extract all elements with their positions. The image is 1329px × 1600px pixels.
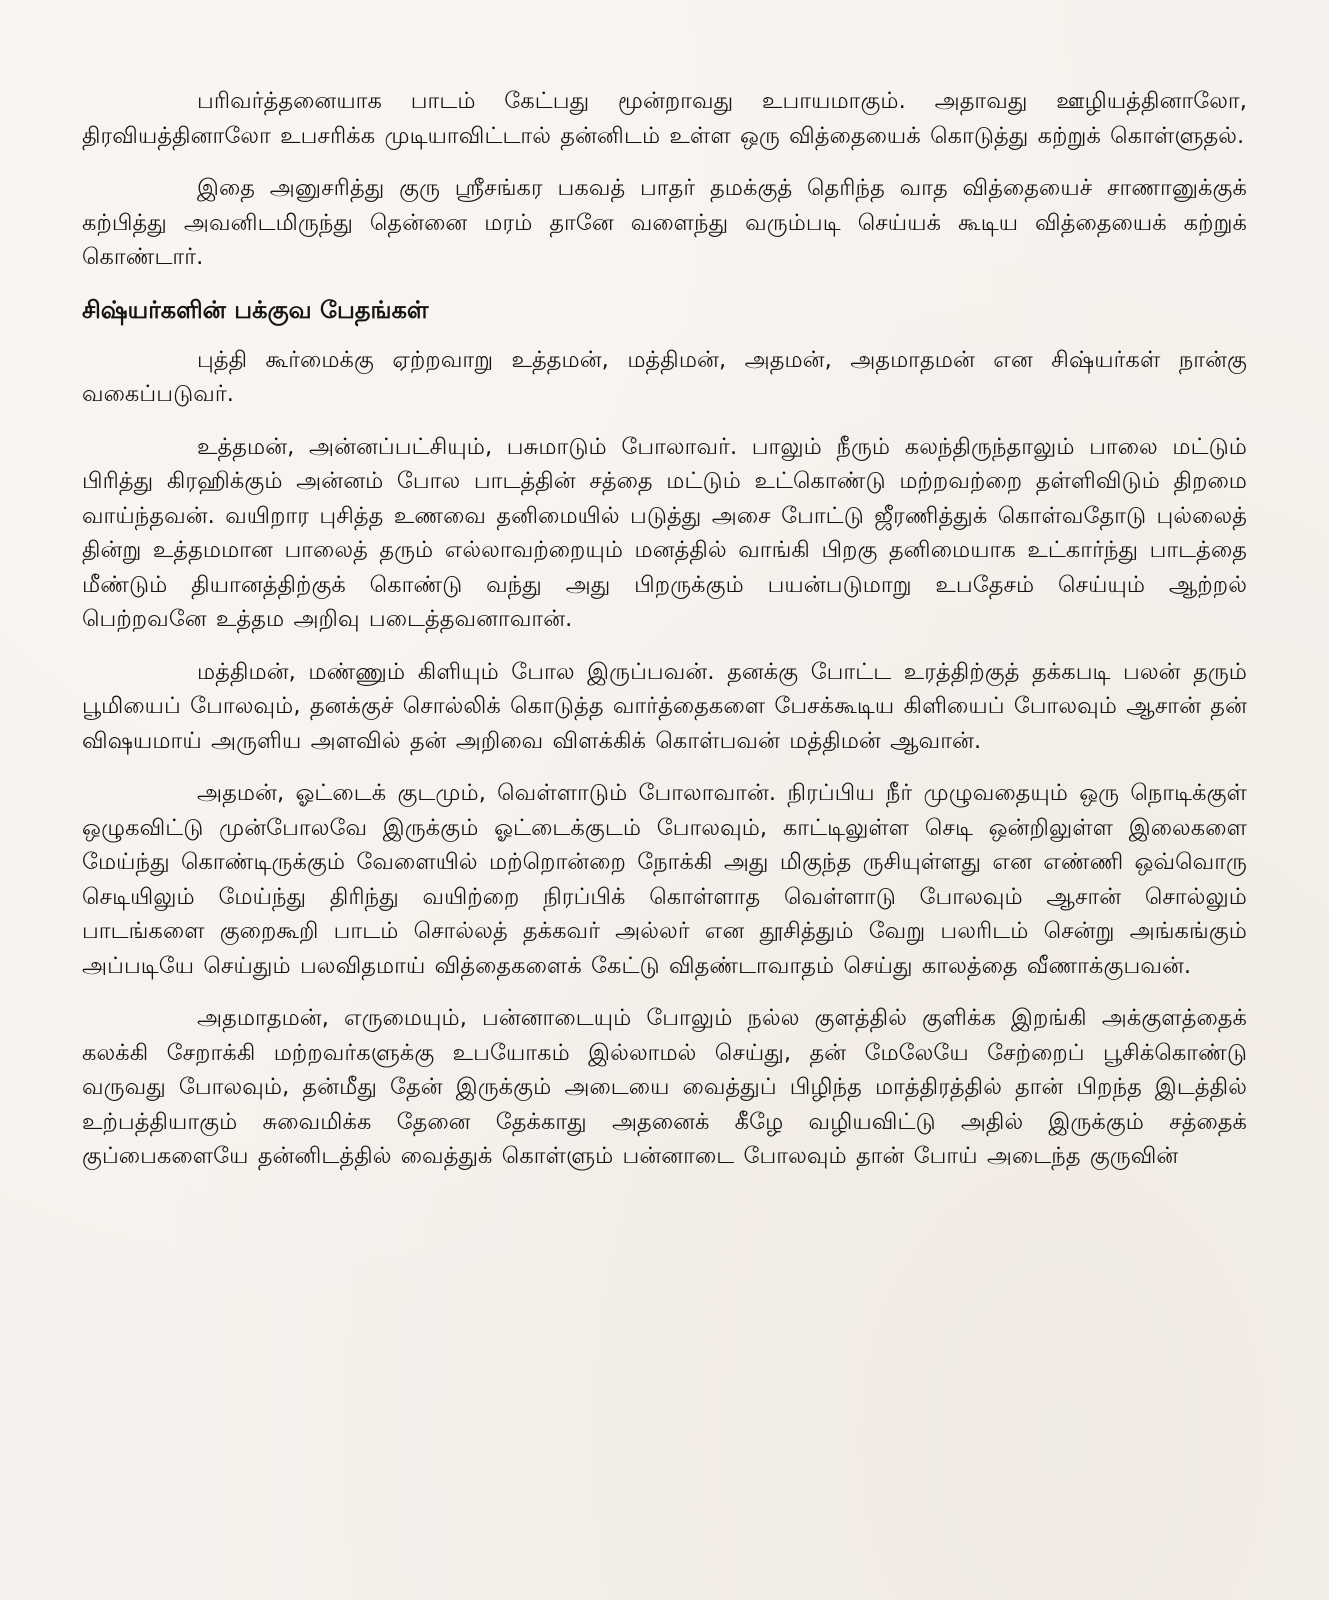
paragraph-athamathaman: அதமாதமன், எருமையும், பன்னாடையும் போலும் நல்ல குளத்தில் குளிக்க இறங்கி அக்குளத்தைக் கலக்கி சேறாக்கி மற்றவர்களுக்கு உபயோகம் இல்லாமல் செய்து, தன் மேலேயே சேற்றைப் பூசிக்கொண்டு வருவது போலவும், தன்மீது தேன் இருக்கும் அடையை வைத்துப் பிழிந்த மாத்திரத்தில் தான் பிறந்த இடத்தில் உற்பத்தியாகும் சுவைமிக்க தேனை தேக்காது அதனைக் கீழே வழியவிட்டு அதில் இருக்கும் சத்தைக் குப்பைகளையே தன்னிடத்தில் வைத்துக் கொள்ளும் பன்னாடை போலவும் தான் போய் அடைந்த குருவின் bbox=[82, 1005, 1247, 1169]
section-heading: சிஷ்யர்களின் பக்குவ பேதங்கள் bbox=[82, 295, 429, 324]
paragraph-four-types: புத்தி கூர்மைக்கு ஏற்றவாறு உத்தமன், மத்திமன், அதமன், அதமாதமன் என சிஷ்யர்கள் நான்கு வகைப்படுவர். bbox=[82, 346, 1247, 407]
paragraph-exchange-method: பரிவர்த்தனையாக பாடம் கேட்பது மூன்றாவது உபாயமாகும். அதாவது ஊழியத்தினாலோ, திரவியத்தினாலோ உபசரிக்க முடியாவிட்டால் தன்னிடம் உள்ள ஒரு வித்தையைக் கொடுத்து கற்றுக் கொள்ளுதல். bbox=[82, 88, 1247, 149]
paragraph-uthaman: உத்தமன், அன்னப்பட்சியும், பசுமாடும் போலாவர். பாலும் நீரும் கலந்திருந்தாலும் பாலை மட்டும் பிரித்து கிரஹிக்கும் அன்னம் போல பாடத்தின் சத்தை மட்டும் உட்கொண்டு மற்றவற்றை தள்ளிவிடும் திறமை வாய்ந்தவன். வயிறார புசித்த உணவை தனிமையில் படுத்து அசை போட்டு ஜீரணித்துக் கொள்வதோடு புல்லைத் தின்று உத்தமமான பாலைத் தரும் எல்லாவற்றையும் மனத்தில் வாங்கி பிறகு தனிமையாக உட்கார்ந்து பாடத்தை மீண்டும் தியானத்திற்குக் கொண்டு வந்து அது பிறருக்கும் பயன்படுமாறு உபதேசம் செய்யும் ஆற்றல் பெற்றவனே உத்தம அறிவு படைத்தவனாவான். bbox=[82, 433, 1247, 632]
paragraph-sankara-example: இதை அனுசரித்து குரு ஸ்ரீசங்கர பகவத் பாதர் தமக்குத் தெரிந்த வாத வித்தையைச் சாணானுக்குக் கற்பித்து அவனிடமிருந்து தென்னை மரம் தானே வளைந்து வரும்படி செய்யக் கூடிய வித்தையைக் கற்றுக் கொண்டார். bbox=[82, 175, 1247, 270]
page-body bbox=[82, 84, 1247, 1192]
paragraph-mathiman: மத்திமன், மண்ணும் கிளியும் போல இருப்பவன். தனக்கு போட்ட உரத்திற்குத் தக்கபடி பலன் தரும் பூமியைப் போலவும், தனக்குச் சொல்லிக் கொடுத்த வார்த்தைகளை பேசக்கூடிய கிளியைப் போலவும் ஆசான் தன் விஷயமாய் அருளிய அளவில் தன் அறிவை விளக்கிக் கொள்பவன் மத்திமன் ஆவான். bbox=[82, 658, 1247, 754]
paragraph-athaman: அதமன், ஓட்டைக் குடமும், வெள்ளாடும் போலாவான். நிரப்பிய நீர் முழுவதையும் ஒரு நொடிக்குள் ஒழுகவிட்டு முன்போலவே இருக்கும் ஓட்டைக்குடம் போலவும், காட்டிலுள்ள செடி ஒன்றிலுள்ள இலைகளை மேய்ந்து கொண்டிருக்கும் வேளையில் மற்றொன்றை நோக்கி அது மிகுந்த ருசியுள்ளது என எண்ணி ஒவ்வொரு செடியிலும் மேய்ந்து திரிந்து வயிற்றை நிரப்பிக் கொள்ளாத வெள்ளாடு போலவும் ஆசான் சொல்லும் பாடங்களை குறைகூறி பாடம் சொல்லத் தக்கவர் அல்லர் என தூசித்தும் வேறு பலரிடம் சென்று அங்கங்கும் அப்படியே செய்தும் பலவிதமாய் வித்தைகளைக் கேட்டு விதண்டாவாதம் செய்து காலத்தை வீணாக்குபவன். bbox=[82, 780, 1247, 979]
